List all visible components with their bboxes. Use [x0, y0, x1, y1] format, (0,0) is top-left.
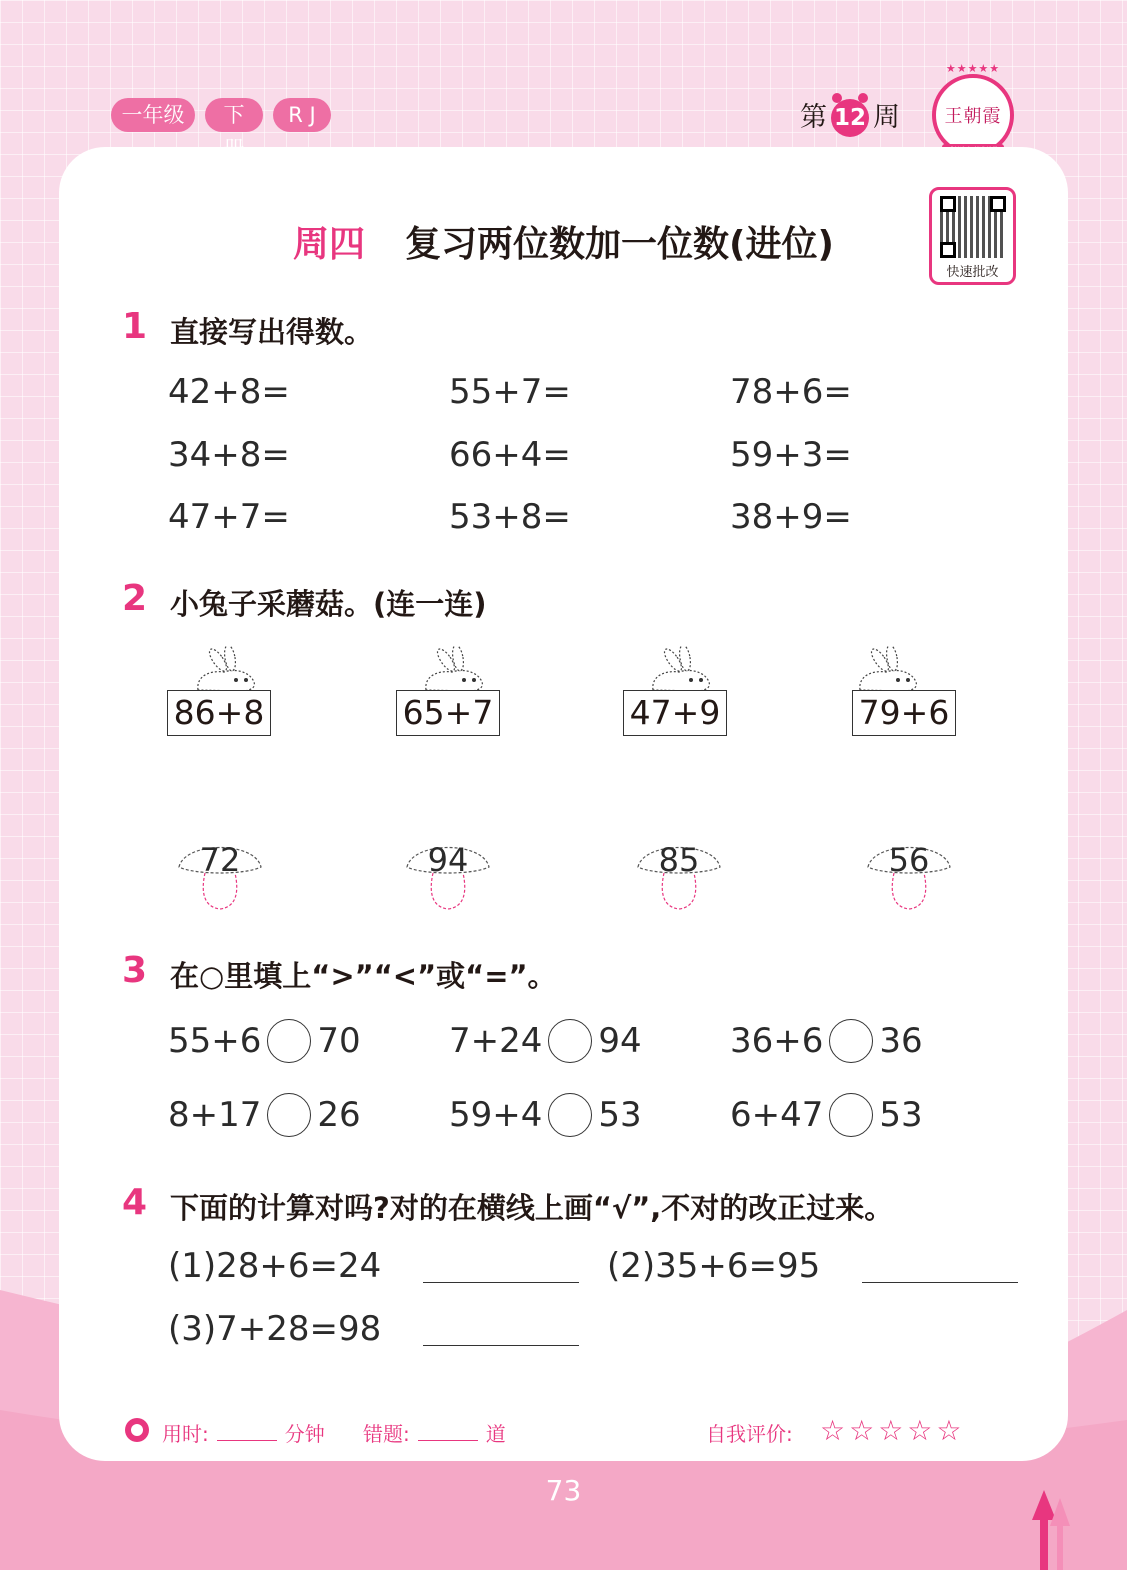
comparison-right: 70 [317, 1021, 361, 1061]
comparison-item [168, 1093, 361, 1137]
time-field [162, 1418, 325, 1447]
qr-finder-icon [990, 196, 1006, 212]
title-topic: 复习两位数加一位数(进位) [405, 224, 834, 265]
volume-pill: 下 [205, 98, 263, 132]
comparison-right: 26 [317, 1095, 361, 1135]
q1-item: 55+7= [449, 372, 571, 412]
errors-unit: 道 [485, 1422, 506, 1446]
question-1-number: 1 [122, 306, 148, 347]
q1-item: 42+8= [168, 372, 290, 412]
rabbit-expression-box[interactable]: 86+8 [167, 690, 271, 736]
stopwatch-icon [125, 1418, 149, 1442]
mushroom-value: 72 [199, 841, 241, 879]
question-2-number: 2 [122, 578, 148, 619]
comparison-item [449, 1093, 642, 1137]
q1-item: 53+8= [449, 497, 571, 537]
comparison-item [730, 1093, 923, 1137]
comparison-left: 36+6 [730, 1021, 824, 1061]
rabbit-icon [418, 646, 488, 692]
mushroom-value: 56 [888, 841, 930, 879]
comparison-left: 55+6 [168, 1021, 262, 1061]
grade-pill: 一年级 [111, 98, 195, 132]
time-input[interactable] [217, 1440, 277, 1441]
errors-input[interactable] [418, 1440, 478, 1441]
answer-circle[interactable] [548, 1019, 592, 1063]
time-unit: 分钟 [284, 1422, 325, 1446]
comparison-left: 8+17 [168, 1095, 262, 1135]
answer-line[interactable] [423, 1282, 579, 1283]
answer-circle[interactable] [829, 1093, 873, 1137]
time-label: 用时: [162, 1422, 209, 1446]
rabbit-icon [852, 646, 922, 692]
question-4-prompt: 下面的计算对吗?对的在横线上画“√”,不对的改正过来。 [170, 1191, 894, 1225]
mushroom[interactable] [634, 835, 724, 915]
seal-text: 王朝霞 [944, 106, 1002, 127]
q1-item: 78+6= [730, 372, 852, 412]
rating-stars[interactable]: ☆☆☆☆☆ [820, 1414, 966, 1447]
title-day: 周四 [293, 224, 366, 265]
rabbit-expression-box[interactable]: 47+9 [623, 690, 727, 736]
qr-finder-icon [940, 242, 956, 258]
rabbit-expression-box[interactable]: 79+6 [852, 690, 956, 736]
mushroom[interactable] [403, 835, 493, 915]
comparison-item [168, 1019, 361, 1063]
errors-label: 错题: [363, 1422, 410, 1446]
comparison-right: 53 [598, 1095, 642, 1135]
comparison-left: 59+4 [449, 1095, 543, 1135]
answer-circle[interactable] [829, 1019, 873, 1063]
answer-circle[interactable] [548, 1093, 592, 1137]
question-2-prompt: 小兔子采蘑菇。(连一连) [170, 587, 487, 621]
mushroom-value: 85 [658, 841, 700, 879]
comparison-right: 53 [879, 1095, 923, 1135]
q1-item: 59+3= [730, 435, 852, 475]
seal-stars-icon: ★★★★★ [945, 62, 1001, 75]
brand-seal-logo [932, 62, 1014, 156]
comparison-item [730, 1019, 923, 1063]
qr-code-panel[interactable] [929, 187, 1016, 285]
q1-item: 34+8= [168, 435, 290, 475]
page-number: 73 [545, 1474, 582, 1507]
rabbit-expression-box[interactable]: 65+7 [396, 690, 500, 736]
question-4-number: 4 [122, 1182, 148, 1223]
mushroom[interactable] [864, 835, 954, 915]
q1-item: 66+4= [449, 435, 571, 475]
week-number-badge: 12 [831, 99, 869, 137]
comparison-right: 94 [598, 1021, 642, 1061]
week-suffix: 周 [873, 102, 900, 133]
comparison-left: 6+47 [730, 1095, 824, 1135]
question-3-number: 3 [122, 950, 148, 991]
edition-pill: R J [273, 98, 331, 132]
errors-field [363, 1418, 506, 1447]
self-eval-label: 自我评价: [706, 1422, 793, 1446]
rabbit-icon [190, 646, 260, 692]
week-indicator [800, 98, 900, 138]
mushroom-value: 94 [427, 841, 469, 879]
arrow-up-icon [1030, 1490, 1074, 1570]
comparison-left: 7+24 [449, 1021, 543, 1061]
question-3-prompt: 在○里填上“>”“<”或“=”。 [170, 959, 557, 993]
comparison-right: 36 [879, 1021, 923, 1061]
answer-circle[interactable] [267, 1019, 311, 1063]
comparison-item [449, 1019, 642, 1063]
week-prefix: 第 [800, 102, 827, 133]
rabbit-icon [645, 646, 715, 692]
answer-line[interactable] [423, 1345, 579, 1346]
q1-item: 38+9= [730, 497, 852, 537]
question-1-prompt: 直接写出得数。 [170, 315, 374, 349]
qr-finder-icon [940, 196, 956, 212]
answer-line[interactable] [862, 1282, 1018, 1283]
qr-caption: 快速批改 [946, 265, 999, 280]
q1-item: 47+7= [168, 497, 290, 537]
q4-item: (3)7+28=98 [168, 1309, 382, 1349]
answer-circle[interactable] [267, 1093, 311, 1137]
q4-item: (2)35+6=95 [607, 1246, 821, 1286]
q4-item: (1)28+6=24 [168, 1246, 382, 1286]
mushroom[interactable] [175, 835, 265, 915]
